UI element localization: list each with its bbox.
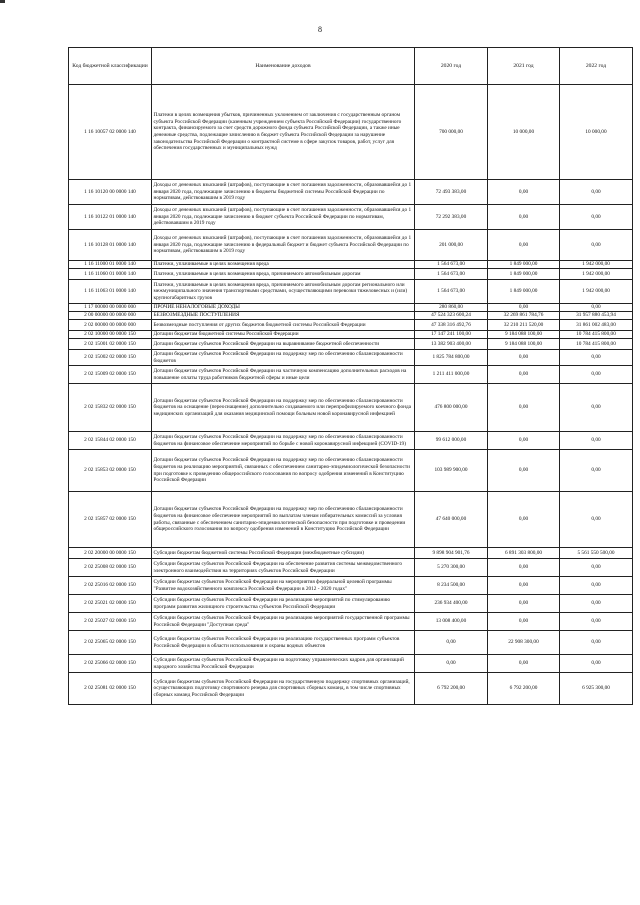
row-value-2020: 1 564 673,00: [415, 269, 488, 280]
row-name: Дотации бюджетам субъектов Российской Федерации на поддержку мер по обеспечению сбалансированности бюджетов: [152, 350, 415, 366]
row-value-2020: 280 860,00: [415, 304, 488, 312]
table-header-row: [69, 48, 633, 85]
row-name: Дотации бюджетам субъектов Российской Федерации на выравнивание бюджетной обеспеченности: [152, 339, 415, 350]
table-row: [69, 339, 633, 350]
row-code: 1 16 11060 01 0000 140: [69, 269, 152, 280]
row-name: Платежи, уплачиваемые в целях возмещения вреда, причиняемого автомобильным дорогам: [152, 269, 415, 280]
row-value-2022: 1 942 000,00: [560, 280, 633, 304]
row-name: Дотации бюджетам субъектов Российской Федерации на поддержку мер по обеспечению сбалансированности бюджетов на финансовое обеспечение мероприятий по выплатам членам избирательных комиссий за условия работы, связанные с обеспечением санитарно-эпидемиологической безопасности при подготовке и проведении общероссийского голосования по вопросу одобрения изменений в Конституцию Российской Федерации: [152, 492, 415, 548]
row-code: 2 02 25066 02 0000 150: [69, 655, 152, 673]
row-value-2022: 0,00: [560, 559, 633, 577]
row-value-2020: 700 000,00: [415, 85, 488, 180]
row-code: 2 02 25021 02 0000 150: [69, 595, 152, 613]
row-name: Субсидии бюджетам субъектов Российской Федерации на мероприятия федеральной целевой программы "Развитие водохозяйственного комплекса Российской Федерации в 2012 - 2020 годах": [152, 577, 415, 595]
row-code: 1 16 10120 00 0000 140: [69, 180, 152, 205]
row-value-2020: 0,00: [415, 655, 488, 673]
row-value-2022: 0,00: [560, 432, 633, 450]
row-value-2020: 6 792 200,00: [415, 673, 488, 705]
row-value-2021: 10 000,00: [488, 85, 560, 180]
table-row: [69, 450, 633, 492]
row-value-2021: 1 849 000,00: [488, 280, 560, 304]
row-value-2020: 201 000,00: [415, 230, 488, 261]
row-code: 2 02 15009 02 0000 150: [69, 366, 152, 384]
row-value-2020: 9 898 904 901,76: [415, 548, 488, 559]
row-value-2020: 1 564 673,00: [415, 261, 488, 269]
row-name: Доходы от денежных взысканий (штрафов), поступающие в счет погашения задолженности, образовавшейся до 1 января 2020 года, подлежащие зачислению в бюджеты бюджетной системы Российской Федерации по нормативам, действовавшим в 2019 году: [152, 180, 415, 205]
row-value-2022: 0,00: [560, 595, 633, 613]
table-row: [69, 180, 633, 205]
header-code: Код бюджетной классификации: [69, 48, 152, 85]
row-value-2021: 0,00: [488, 613, 560, 631]
row-code: 2 02 00000 00 0000 000: [69, 320, 152, 331]
row-code: 1 16 10128 01 0000 140: [69, 230, 152, 261]
row-value-2020: 13 008 400,00: [415, 613, 488, 631]
row-value-2021: 9 184 088 100,00: [488, 331, 560, 339]
row-code: 2 02 15001 02 0000 150: [69, 339, 152, 350]
row-name: БЕЗВОЗМЕЗДНЫЕ ПОСТУПЛЕНИЯ: [152, 312, 415, 320]
revenue-table: [68, 47, 633, 705]
row-value-2021: 0,00: [488, 595, 560, 613]
table-row: [69, 577, 633, 595]
row-value-2020: 99 612 000,00: [415, 432, 488, 450]
row-value-2022: 10 784 415 800,00: [560, 331, 633, 339]
row-name: Платежи в целях возмещения убытков, причиненных уклонением от заключения с государственным органом субъекта Российской Федерации (казенным учреждением субъекта Российской Федерации) государственного контракта, финансируемого за счет средств дорожного фонда субъекта Российской Федерации, а также иные денежные средства, подлежащие зачислению в бюджет субъекта Российской Федерации за нарушение законодательства Российской Федерации о контрактной системе в сфере закупок товаров, работ, услуг для обеспечения государственных и муниципальных нужд: [152, 85, 415, 180]
row-code: 2 02 10000 00 0000 150: [69, 331, 152, 339]
row-code: 2 00 00000 00 0000 000: [69, 312, 152, 320]
row-value-2021: 1 849 000,00: [488, 269, 560, 280]
table-row: [69, 366, 633, 384]
table-row: [69, 559, 633, 577]
table-body: [69, 85, 633, 705]
row-value-2020: 1 211 411 000,00: [415, 366, 488, 384]
row-value-2022: 5 561 550 500,00: [560, 548, 633, 559]
table-row: [69, 655, 633, 673]
row-value-2022: 0,00: [560, 613, 633, 631]
row-name: Дотации бюджетам субъектов Российской Федерации на поддержку мер по обеспечению сбалансированности бюджетов на оснащение (переоснащение) дополнительно создаваемого или перепрофилируемого коечного фонда медицинских организаций для оказания медицинской помощи больным новой коронавирусной инфекцией: [152, 384, 415, 432]
row-value-2020: 72 292 383,00: [415, 205, 488, 230]
header-2020: 2020 год: [415, 48, 488, 85]
row-name: Субсидии бюджетам бюджетной системы Российской Федерации (межбюджетные субсидии): [152, 548, 415, 559]
row-value-2021: 6 792 200,00: [488, 673, 560, 705]
row-value-2022: 10 784 415 800,00: [560, 339, 633, 350]
row-value-2022: 0,00: [560, 577, 633, 595]
row-value-2022: 6 925 300,00: [560, 673, 633, 705]
row-code: 2 02 25016 02 0000 150: [69, 577, 152, 595]
row-value-2020: 5 270 300,00: [415, 559, 488, 577]
row-value-2020: 1 564 673,00: [415, 280, 488, 304]
row-code: 2 02 25027 02 0000 150: [69, 613, 152, 631]
row-code: 2 02 15857 02 0000 150: [69, 492, 152, 548]
row-value-2021: 0,00: [488, 350, 560, 366]
row-name: Дотации бюджетам субъектов Российской Федерации на поддержку мер по обеспечению сбалансированности бюджетов на реализацию мероприятий, связанных с обеспечением санитарно-эпидемиологической безопасности при подготовке к проведению общероссийского голосования по вопросу одобрения изменений в Конституцию Российской Федерации: [152, 450, 415, 492]
table-row: [69, 673, 633, 705]
row-value-2022: 0,00: [560, 384, 633, 432]
row-name: Субсидии бюджетам субъектов Российской Федерации на государственную поддержку спортивных организаций, осуществляющих подготовку спортивного резерва для спортивных сборных команд, в том числе спортивных сборных команд Российской Федерации: [152, 673, 415, 705]
row-value-2022: 0,00: [560, 180, 633, 205]
table-row: [69, 205, 633, 230]
row-value-2022: 0,00: [560, 304, 633, 312]
row-name: Дотации бюджетам субъектов Российской Федерации на частичную компенсацию дополнительных расходов на повышение оплаты труда работников бюджетной сферы и иные цели: [152, 366, 415, 384]
row-code: 2 02 15853 02 0000 150: [69, 450, 152, 492]
scan-corner-mark: [0, 0, 5, 3]
row-name: Субсидии бюджетам субъектов Российской Федерации на реализацию государственных программ субъектов Российской Федерации в области использования и охраны водных объектов: [152, 631, 415, 655]
row-value-2020: 47 524 323 600,24: [415, 312, 488, 320]
row-name: Доходы от денежных взысканий (штрафов), поступающие в счет погашения задолженности, образовавшейся до 1 января 2020 года, подлежащие зачислению в бюджет субъекта Российской Федерации по нормативам, действовавшим в 2019 году: [152, 205, 415, 230]
table-row: [69, 261, 633, 269]
row-value-2021: 0,00: [488, 577, 560, 595]
table-row: [69, 269, 633, 280]
row-value-2022: 31 957 880 453,94: [560, 312, 633, 320]
row-code: 2 02 15844 02 0000 150: [69, 432, 152, 450]
row-value-2022: 0,00: [560, 230, 633, 261]
row-value-2022: 31 861 002 483,00: [560, 320, 633, 331]
row-value-2022: 0,00: [560, 631, 633, 655]
row-value-2020: 17 147 241 100,00: [415, 331, 488, 339]
row-value-2022: 0,00: [560, 350, 633, 366]
row-value-2021: 0,00: [488, 492, 560, 548]
header-2022: 2022 год: [560, 48, 633, 85]
row-value-2020: 13 382 903 400,00: [415, 339, 488, 350]
row-value-2020: 236 934 400,00: [415, 595, 488, 613]
row-value-2020: 8 234 500,00: [415, 577, 488, 595]
table-row: [69, 613, 633, 631]
row-value-2022: 1 942 000,00: [560, 269, 633, 280]
row-value-2020: 1 825 784 800,00: [415, 350, 488, 366]
row-name: Субсидии бюджетам субъектов Российской Федерации на подготовку управленческих кадров для организаций народного хозяйства Российской Федерации: [152, 655, 415, 673]
row-value-2021: 32 269 861 784,76: [488, 312, 560, 320]
row-code: 2 02 20000 00 0000 150: [69, 548, 152, 559]
row-value-2021: 0,00: [488, 450, 560, 492]
row-code: 1 16 11063 01 0000 140: [69, 280, 152, 304]
row-value-2020: 72 493 383,00: [415, 180, 488, 205]
row-code: 1 16 11000 01 0000 140: [69, 261, 152, 269]
row-name: Платежи, уплачиваемые в целях возмещения вреда: [152, 261, 415, 269]
page-number: 8: [318, 25, 322, 34]
header-name: Наименование доходов: [152, 48, 415, 85]
row-value-2021: 0,00: [488, 205, 560, 230]
row-value-2020: 0,00: [415, 631, 488, 655]
row-name: Дотации бюджетам субъектов Российской Федерации на поддержку мер по обеспечению сбалансированности бюджетов на финансовое обеспечение мероприятий по борьбе с новой коронавирусной инфекцией (COVID-19): [152, 432, 415, 450]
row-name: Субсидии бюджетам субъектов Российской Федерации на реализацию мероприятий государственной программы Российской Федерации "Доступная среда": [152, 613, 415, 631]
table-row: [69, 304, 633, 312]
row-name: Субсидии бюджетам субъектов Российской Федерации на реализацию мероприятий по стимулированию программ развития жилищного строительства субъектов Российской Федерации: [152, 595, 415, 613]
row-value-2022: 10 000,00: [560, 85, 633, 180]
row-code: 1 16 10122 01 0000 140: [69, 205, 152, 230]
table-row: [69, 331, 633, 339]
row-value-2021: 0,00: [488, 559, 560, 577]
row-value-2021: 32 210 211 520,00: [488, 320, 560, 331]
row-value-2021: 0,00: [488, 304, 560, 312]
row-value-2021: 1 849 000,00: [488, 261, 560, 269]
table-row: [69, 492, 633, 548]
header-2021: 2021 год: [488, 48, 560, 85]
row-code: 2 02 25065 02 0000 150: [69, 631, 152, 655]
row-name: ПРОЧИЕ НЕНАЛОГОВЫЕ ДОХОДЫ: [152, 304, 415, 312]
table-row: [69, 350, 633, 366]
row-value-2022: 0,00: [560, 205, 633, 230]
table-row: [69, 432, 633, 450]
row-value-2020: 47 640 000,00: [415, 492, 488, 548]
row-value-2021: 6 891 303 800,00: [488, 548, 560, 559]
row-value-2022: 0,00: [560, 450, 633, 492]
row-value-2020: 476 800 000,00: [415, 384, 488, 432]
table-row: [69, 230, 633, 261]
row-name: Платежи, уплачиваемые в целях возмещения вреда, причиняемого автомобильным дорогам регионального или межмуниципального значения транспортными средствами, осуществляющими перевозки тяжеловесных и (или) крупногабаритных грузов: [152, 280, 415, 304]
row-value-2021: 22 908 300,00: [488, 631, 560, 655]
row-code: 2 02 15832 02 0000 150: [69, 384, 152, 432]
row-value-2022: 1 942 000,00: [560, 261, 633, 269]
row-value-2022: 0,00: [560, 492, 633, 548]
row-value-2020: 103 989 900,00: [415, 450, 488, 492]
table-row: [69, 280, 633, 304]
row-code: 2 02 25081 02 0000 150: [69, 673, 152, 705]
row-value-2022: 0,00: [560, 366, 633, 384]
row-name: Доходы от денежных взысканий (штрафов), поступающие в счет погашения задолженности, образовавшейся до 1 января 2020 года, подлежащие зачислению в федеральный бюджет и бюджет субъекта Российской Федерации по нормативам, действовавшим в 2019 году: [152, 230, 415, 261]
row-value-2022: 0,00: [560, 655, 633, 673]
row-code: 1 16 10057 02 0000 140: [69, 85, 152, 180]
row-name: Дотации бюджетам бюджетной системы Российской Федерации: [152, 331, 415, 339]
row-value-2021: 0,00: [488, 655, 560, 673]
table-row: [69, 595, 633, 613]
table-row: [69, 312, 633, 320]
table-row: [69, 631, 633, 655]
row-name: Субсидии бюджетам субъектов Российской Федерации на обеспечение развития системы межведомственного электронного взаимодействия на территориях субъектов Российской Федерации: [152, 559, 415, 577]
row-code: 2 02 15002 02 0000 150: [69, 350, 152, 366]
table-row: [69, 548, 633, 559]
row-value-2020: 47 338 316 492,76: [415, 320, 488, 331]
row-value-2021: 0,00: [488, 180, 560, 205]
table-row: [69, 384, 633, 432]
row-value-2021: 9 184 088 100,00: [488, 339, 560, 350]
table-row: [69, 85, 633, 180]
row-code: 1 17 00000 00 0000 000: [69, 304, 152, 312]
row-value-2021: 0,00: [488, 230, 560, 261]
row-code: 2 02 25008 02 0000 150: [69, 559, 152, 577]
row-value-2021: 0,00: [488, 366, 560, 384]
row-value-2021: 0,00: [488, 432, 560, 450]
table-row: [69, 320, 633, 331]
row-name: Безвозмездные поступления от других бюджетов бюджетной системы Российской Федерации: [152, 320, 415, 331]
row-value-2021: 0,00: [488, 384, 560, 432]
